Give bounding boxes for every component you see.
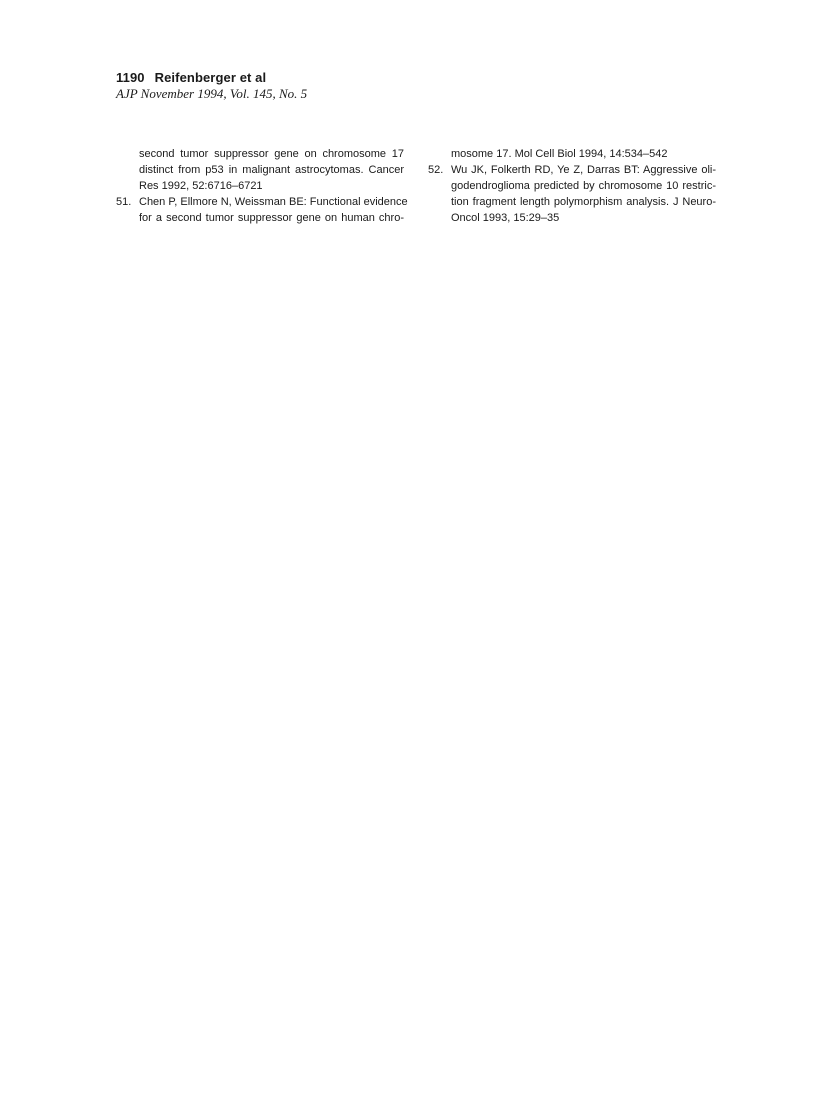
reference-item [428,162,716,226]
reference-line: Wu JK, Folkerth RD, Ye Z, Darras BT: Aggressive oli- [451,164,716,176]
reference-line: second tumor suppressor gene on chromosome 17 [139,148,404,160]
reference-line: for a second tumor suppressor gene on human chro- [139,212,404,224]
journal-citation: AJP November 1994, Vol. 145, No. 5 [116,86,308,101]
references-left-column [116,146,408,226]
author-line: Reifenberger et al [154,70,267,85]
reference-number: 51. [116,196,132,208]
reference-line: Chen P, Ellmore N, Weissman BE: Functional evidence [139,196,408,208]
running-head [116,70,436,102]
reference-line: Oncol 1993, 15:29–35 [451,212,560,224]
reference-line: mosome 17. Mol Cell Biol 1994, 14:534–542 [451,148,668,160]
reference-number: 52. [428,164,444,176]
reference-continued [116,146,404,194]
reference-line: distinct from p53 in malignant astrocytomas. Cancer [139,164,404,176]
references-right-column [428,146,716,226]
reference-item [116,194,408,226]
page-number: 1190 [116,70,145,85]
reference-line: tion fragment length polymorphism analysis. J Neuro- [451,196,716,208]
reference-line: godendroglioma predicted by chromosome 10 restric- [451,180,716,192]
reference-continued [428,146,716,162]
running-head-title [116,70,436,86]
reference-line: Res 1992, 52:6716–6721 [139,180,263,192]
